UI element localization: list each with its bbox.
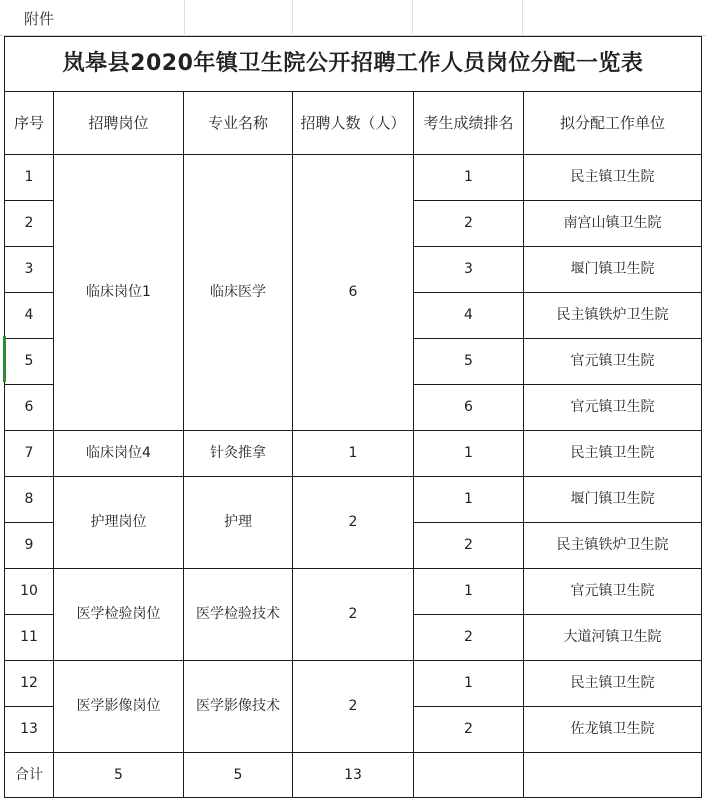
cell-rank[interactable]: 1: [414, 477, 524, 523]
cell-count[interactable]: 1: [293, 431, 414, 477]
cell-rank[interactable]: 1: [414, 155, 524, 201]
cell-seq[interactable]: 12: [5, 661, 54, 707]
cell-seq[interactable]: 3: [5, 247, 54, 293]
cell-unit[interactable]: 民主镇铁炉卫生院: [524, 293, 702, 339]
attachment-row: [0, 0, 706, 36]
cell-unit[interactable]: 堰门镇卫生院: [524, 247, 702, 293]
cell-post[interactable]: 医学影像岗位: [54, 661, 184, 753]
cell-unit[interactable]: 官元镇卫生院: [524, 569, 702, 615]
cell-unit[interactable]: 民主镇卫生院: [524, 661, 702, 707]
cell-post[interactable]: 医学检验岗位: [54, 569, 184, 661]
table-row: [5, 569, 702, 615]
cell-rank[interactable]: 2: [414, 707, 524, 753]
cell-rank[interactable]: 1: [414, 569, 524, 615]
cell-seq[interactable]: 13: [5, 707, 54, 753]
cell-rank[interactable]: 1: [414, 431, 524, 477]
header-row: [5, 92, 702, 155]
cell-rank[interactable]: 2: [414, 615, 524, 661]
cell-unit[interactable]: 佐龙镇卫生院: [524, 707, 702, 753]
cell-seq[interactable]: 2: [5, 201, 54, 247]
cell-post[interactable]: 护理岗位: [54, 477, 184, 569]
attachment-label: 附件: [24, 10, 55, 28]
cell-seq[interactable]: 1: [5, 155, 54, 201]
header-rank[interactable]: 考生成绩排名: [414, 92, 524, 155]
table-row: [5, 155, 702, 201]
gridline: [184, 0, 185, 36]
cell-count[interactable]: 2: [293, 569, 414, 661]
header-seq[interactable]: 序号: [5, 92, 54, 155]
cell-unit[interactable]: 南宫山镇卫生院: [524, 201, 702, 247]
cell-rank[interactable]: 2: [414, 523, 524, 569]
cell-seq[interactable]: 4: [5, 293, 54, 339]
header-post[interactable]: 招聘岗位: [54, 92, 184, 155]
allocation-table: [4, 36, 702, 798]
cell-unit[interactable]: 大道河镇卫生院: [524, 615, 702, 661]
total-majors[interactable]: 5: [184, 753, 293, 798]
cell-seq[interactable]: 5: [5, 339, 54, 385]
cell-selection-indicator: [3, 336, 6, 382]
header-count[interactable]: 招聘人数（人）: [293, 92, 414, 155]
cell-post[interactable]: 临床岗位1: [54, 155, 184, 431]
cell-major[interactable]: 医学影像技术: [184, 661, 293, 753]
cell-unit[interactable]: 堰门镇卫生院: [524, 477, 702, 523]
cell-unit[interactable]: 民主镇铁炉卫生院: [524, 523, 702, 569]
cell-post[interactable]: 临床岗位4: [54, 431, 184, 477]
cell-major[interactable]: 护理: [184, 477, 293, 569]
cell-rank[interactable]: 4: [414, 293, 524, 339]
table-row: [5, 661, 702, 707]
cell-seq[interactable]: 8: [5, 477, 54, 523]
total-label[interactable]: 合计: [5, 753, 54, 798]
table-row: [5, 477, 702, 523]
cell-rank[interactable]: 1: [414, 661, 524, 707]
cell-seq[interactable]: 7: [5, 431, 54, 477]
cell-major[interactable]: 医学检验技术: [184, 569, 293, 661]
cell-unit[interactable]: 官元镇卫生院: [524, 385, 702, 431]
total-count[interactable]: 13: [293, 753, 414, 798]
cell-unit[interactable]: 民主镇卫生院: [524, 431, 702, 477]
cell-count[interactable]: 2: [293, 661, 414, 753]
cell-major[interactable]: 针灸推拿: [184, 431, 293, 477]
gridline: [522, 0, 523, 36]
table-row: [5, 431, 702, 477]
cell-unit[interactable]: 民主镇卫生院: [524, 155, 702, 201]
cell-rank[interactable]: 3: [414, 247, 524, 293]
cell-count[interactable]: 2: [293, 477, 414, 569]
cell-major[interactable]: 临床医学: [184, 155, 293, 431]
total-rank-empty[interactable]: [414, 753, 524, 798]
cell-seq[interactable]: 10: [5, 569, 54, 615]
cell-rank[interactable]: 5: [414, 339, 524, 385]
total-row: [5, 753, 702, 798]
cell-seq[interactable]: 11: [5, 615, 54, 661]
table-title[interactable]: 岚皋县2020年镇卫生院公开招聘工作人员岗位分配一览表: [5, 37, 702, 92]
cell-unit[interactable]: 官元镇卫生院: [524, 339, 702, 385]
header-unit[interactable]: 拟分配工作单位: [524, 92, 702, 155]
gridline: [412, 0, 413, 36]
total-unit-empty[interactable]: [524, 753, 702, 798]
gridline: [292, 0, 293, 36]
cell-seq[interactable]: 9: [5, 523, 54, 569]
cell-rank[interactable]: 2: [414, 201, 524, 247]
cell-rank[interactable]: 6: [414, 385, 524, 431]
cell-seq[interactable]: 6: [5, 385, 54, 431]
header-major[interactable]: 专业名称: [184, 92, 293, 155]
cell-count[interactable]: 6: [293, 155, 414, 431]
total-posts[interactable]: 5: [54, 753, 184, 798]
